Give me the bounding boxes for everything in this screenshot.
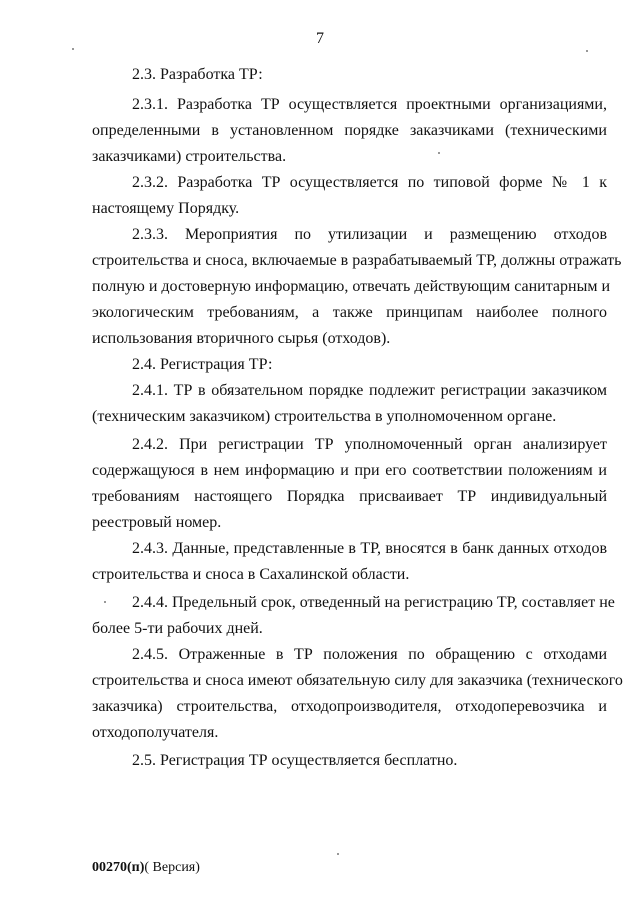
text-line: 2.4.2. При регистрации ТР уполномоченный орган анализирует	[132, 436, 607, 453]
para-2-3-2	[92, 170, 607, 222]
para-2-3-1	[92, 92, 607, 170]
text-line: (техническим заказчиком) строительства в уполномоченном органе.	[92, 408, 557, 425]
text-line: 2.3.2. Разработка ТР осуществляется по типовой форме № 1 к	[132, 174, 607, 191]
scan-speck	[337, 853, 339, 855]
scan-speck	[104, 601, 106, 603]
text-line: настоящему Порядку.	[92, 200, 240, 217]
text-line: заказчиками) строительства.	[92, 148, 287, 165]
text-line: определенными в установленном порядке заказчиками (техническими	[92, 122, 607, 139]
document-footer	[92, 860, 200, 876]
text-line: 2.4.5. Отраженные в ТР положения по обращению с отходами	[132, 646, 607, 663]
text-line: полную и достоверную информацию, отвечать действующим санитарным и	[92, 278, 611, 295]
para-2-4-1	[92, 378, 607, 430]
text-line: использования вторичного сырья (отходов).	[92, 330, 391, 347]
text-line: 2.4.3. Данные, представленные в ТР, вносятся в банк данных отходов	[132, 540, 607, 557]
text-line: 2.4.4. Предельный срок, отведенный на регистрацию ТР, составляет не	[132, 594, 615, 611]
text-line: 2.5. Регистрация ТР осуществляется бесплатно.	[132, 752, 458, 769]
footer-code: 00270(п)	[92, 860, 145, 875]
text-line: 2.4.1. ТР в обязательном порядке подлежит регистрации заказчиком	[132, 382, 607, 399]
para-2-5	[132, 748, 607, 774]
text-line: строительства и сноса в Сахалинской области.	[92, 566, 410, 583]
scan-speck	[438, 152, 440, 154]
para-2-4-5	[92, 642, 623, 746]
text-line: 2.4. Регистрация ТР:	[132, 356, 273, 373]
text-line: заказчика) строительства, отходопроизводителя, отходоперевозчика и	[92, 698, 607, 715]
text-line: строительства и сноса имеют обязательную силу для заказчика (технического	[92, 672, 623, 689]
scan-speck	[72, 48, 74, 50]
heading-2-4	[132, 352, 607, 378]
text-line: более 5-ти рабочих дней.	[92, 620, 263, 637]
text-line: 2.3.3. Мероприятия по утилизации и размещению отходов	[132, 226, 607, 243]
heading-2-3	[132, 62, 607, 88]
text-line: экологическим требованиям, а также принципам наиболее полного	[92, 304, 607, 321]
para-2-4-2	[92, 432, 607, 536]
footer-version: ( Версия)	[144, 860, 200, 875]
para-2-4-4	[92, 590, 615, 642]
text-line: требованиям настоящего Порядка присваивает ТР индивидуальный	[92, 488, 607, 505]
text-line: строительства и сноса, включаемые в разрабатываемый ТР, должны отражать	[92, 252, 622, 269]
scan-speck	[586, 50, 588, 52]
text-line: 2.3.1. Разработка ТР осуществляется проектными организациями,	[132, 96, 607, 113]
text-line: содержащуюся в нем информацию и при его соответствии положениям и	[92, 462, 607, 479]
page-number: 7	[316, 30, 324, 47]
text-line: 2.3. Разработка ТР:	[132, 66, 263, 83]
para-2-3-3	[92, 222, 622, 352]
text-line: реестровый номер.	[92, 514, 222, 531]
text-line: отходополучателя.	[92, 724, 219, 741]
para-2-4-3	[92, 536, 607, 588]
